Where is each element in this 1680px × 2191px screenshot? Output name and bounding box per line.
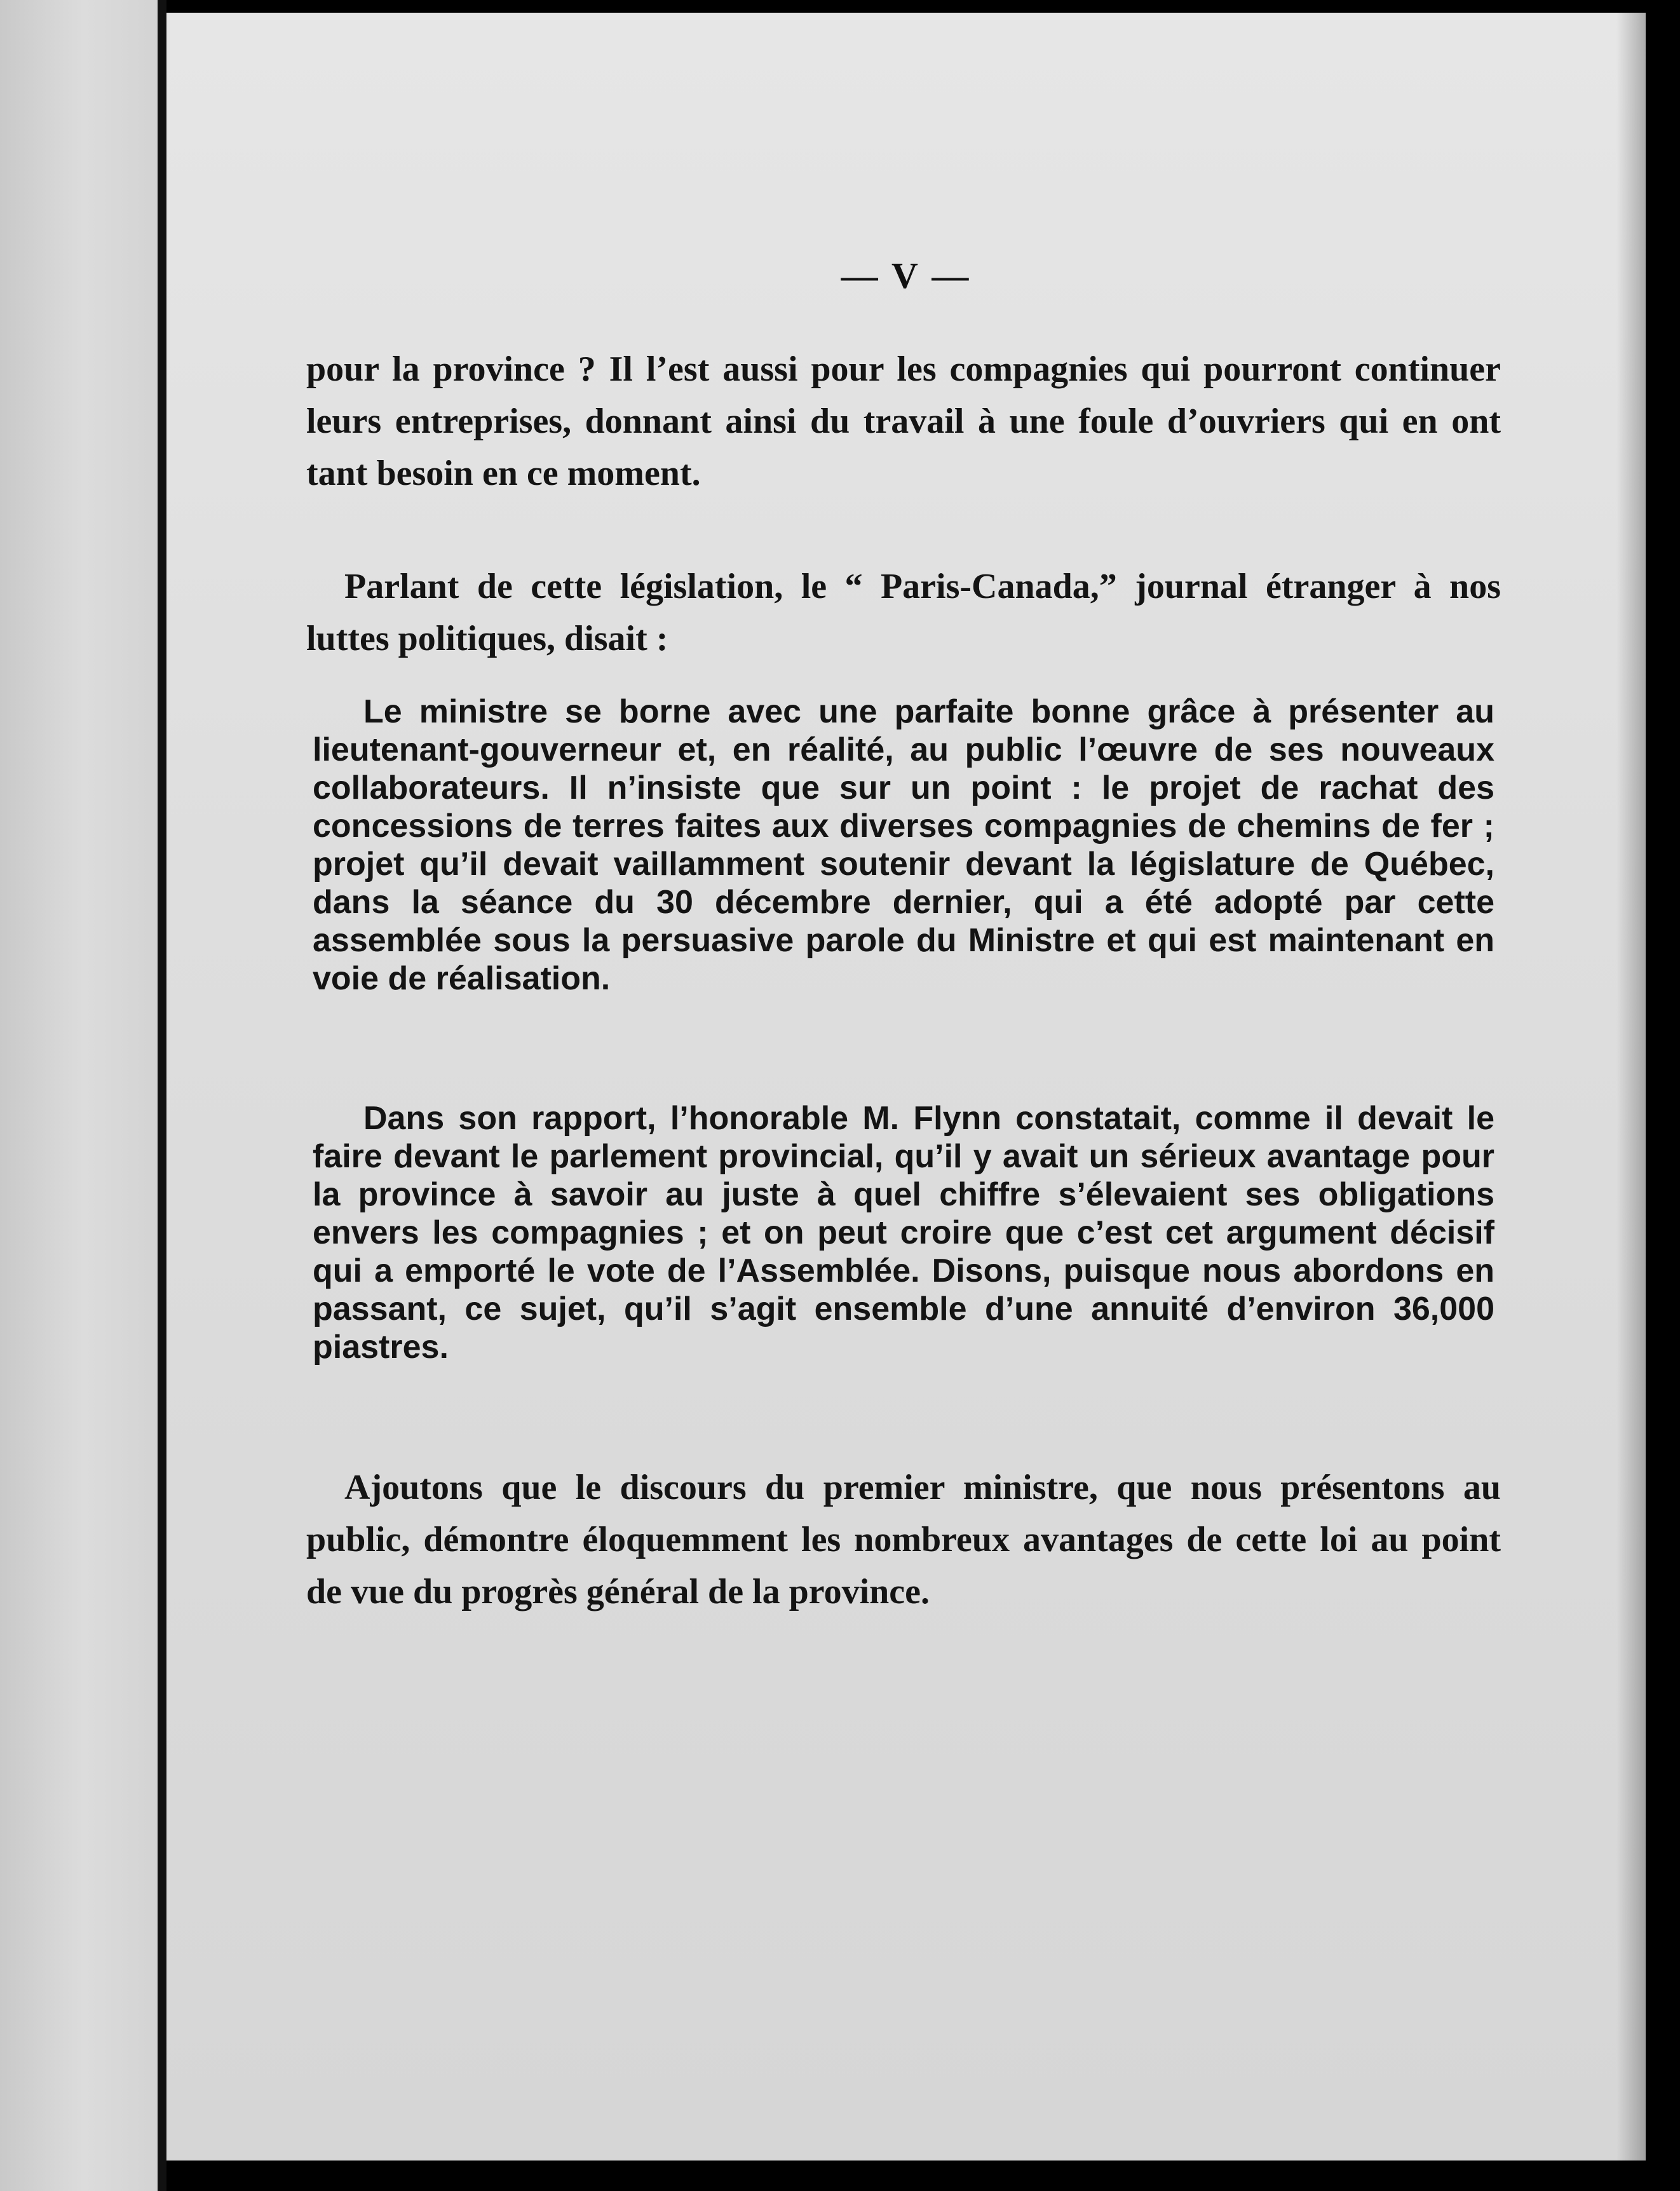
scan-frame-edge	[158, 0, 166, 2191]
document-page	[166, 13, 1646, 2160]
quoted-paragraph-1: Le ministre se borne avec une parfaite bonne grâce à présenter au lieutenant-gouverneur et, en réalité, au public l’œuvre de ses nouveaux collaborateurs. Il n’insiste que sur un point : le projet de rachat des concessions de terres faites aux diverses compagnies de chemins de fer ; projet qu’il devait vaillamment soutenir devant la législature de Québec, dans la séance du 30 décembre dernier, qui a été adopté par cette assemblée sous la persuasive parole du Ministre et qui est maintenant en voie de réalisation.	[313, 693, 1494, 997]
paragraph-3: Ajoutons que le discours du premier ministre, que nous présentons au public, démontre éloquemment les nombreux avantages de cette loi au point de vue du progrès général de la province.	[306, 1468, 1501, 1611]
paragraph-2: Parlant de cette législation, le “ Paris-Canada,” journal étranger à nos luttes politiques, disait :	[306, 567, 1501, 658]
page-number-header: — V —	[841, 255, 972, 296]
adjacent-page-margin	[0, 0, 166, 2191]
quoted-paragraph-2: Dans son rapport, l’honorable M. Flynn constatait, comme il devait le faire devant le parlement provincial, qu’il y avait un sérieux avantage pour la province à savoir au juste à quel chiffre s’élevaient ses obligations envers les compagnies ; et on peut croire que c’est cet argument décisif qui a emporté le vote de l’Assemblée. Disons, puisque nous abordons en passant, ce sujet, qu’il s’agit ensemble d’une annuité d’environ 36,000 piastres.	[313, 1100, 1494, 1366]
page-edge-shadow	[1616, 13, 1646, 2160]
paragraph-1: pour la province ? Il l’est aussi pour les compagnies qui pourront continuer leurs entreprises, donnant ainsi du travail à une foule d’ouvriers qui en ont tant besoin en ce moment.	[306, 349, 1501, 493]
